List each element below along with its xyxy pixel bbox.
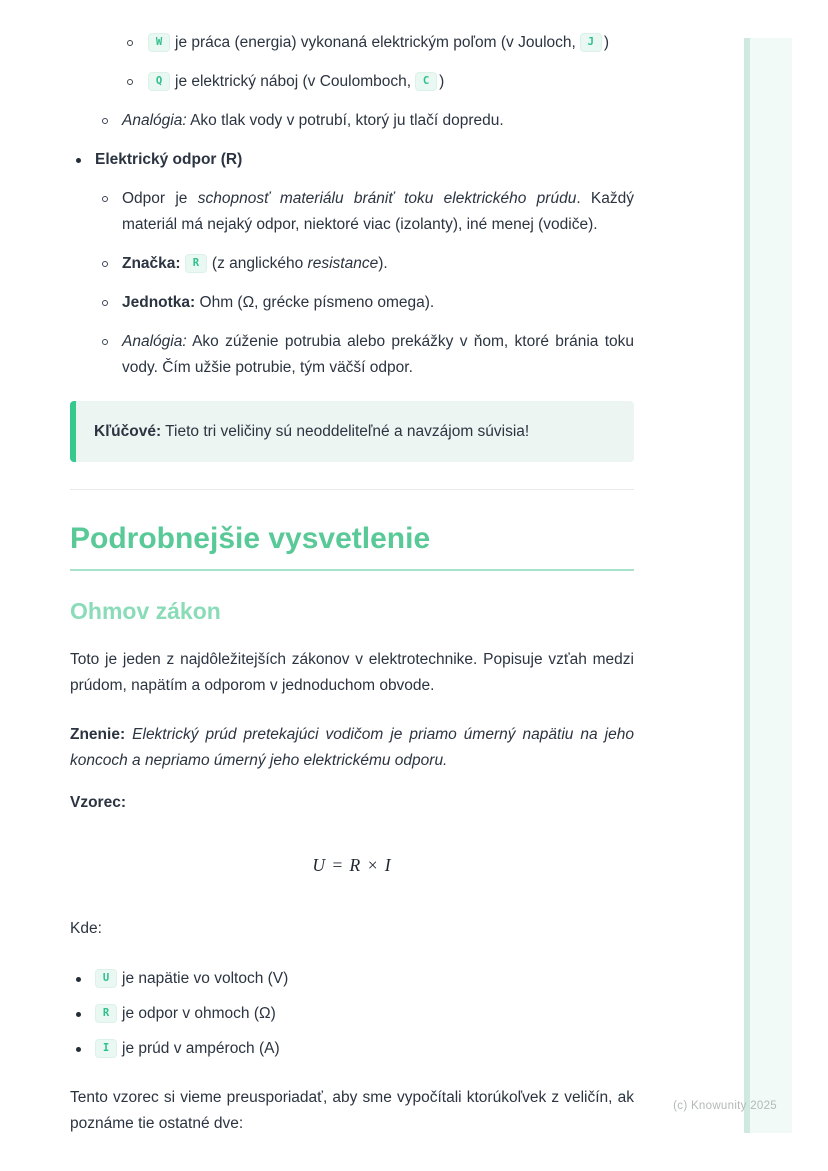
formula-text: U = R × I xyxy=(312,855,392,875)
bullet-circle-icon xyxy=(127,40,133,46)
section-divider xyxy=(70,489,634,490)
variable-text: je odpor v ohmoch (Ω) xyxy=(122,1005,276,1022)
list-item-variable xyxy=(70,1036,634,1062)
variable-text: je prúd v ampéroch (A) xyxy=(122,1040,280,1057)
symbol-label: Značka: xyxy=(122,255,181,272)
subsection-title: Ohmov zákon xyxy=(70,598,221,624)
list-item-text: ) xyxy=(439,73,445,90)
code-badge: W xyxy=(148,33,170,52)
code-badge: C xyxy=(415,72,437,91)
page-edge-accent-bar xyxy=(744,38,792,1133)
list-item-text: je elektrický náboj (v Coulomboch, xyxy=(175,73,412,90)
list-item xyxy=(70,69,634,95)
bullet-disc-icon xyxy=(76,1012,81,1017)
list-item-symbol xyxy=(70,251,634,277)
definition-pre: Odpor je xyxy=(122,190,198,207)
variables-list xyxy=(70,966,634,1062)
analogy-label: Analógia: xyxy=(122,333,187,350)
callout-label: Kľúčové: xyxy=(94,423,162,440)
intro-paragraph: Toto je jeden z najdôležitejších zákonov v elektrotechnike. Popisuje vzťah medzi prúdom, napätím a odporom v jednoduchom obvode. xyxy=(70,651,634,694)
analogy-text: Ako tlak vody v potrubí, ktorý ju tlačí dopredu. xyxy=(186,112,504,129)
code-badge: U xyxy=(95,969,117,988)
definition-post: . Každý materiál má nejaký odpor, niektoré viac (izolanty), iné menej (vodiče). xyxy=(122,190,634,233)
code-badge: R xyxy=(95,1004,117,1023)
list-item-variable xyxy=(70,966,634,992)
bullet-circle-icon xyxy=(102,118,108,124)
analogy-label: Analógia: xyxy=(122,112,187,129)
term-heading: Elektrický odpor (R) xyxy=(95,151,243,168)
code-badge: J xyxy=(580,33,602,52)
variable-text: je napätie vo voltoch (V) xyxy=(122,970,289,987)
formula-block xyxy=(70,852,634,880)
code-badge: Q xyxy=(148,72,170,91)
key-callout xyxy=(70,401,634,462)
list-item-analogy xyxy=(70,329,634,381)
callout-text: Tieto tri veličiny sú neoddeliteľné a navzájom súvisia! xyxy=(161,423,530,440)
statement-text: Elektrický prúd pretekajúci vodičom je priamo úmerný napätiu na jeho koncoch a nepriamo úmerný jeho elektrickému odporu. xyxy=(70,726,634,769)
code-badge: R xyxy=(185,254,207,273)
document-content xyxy=(70,30,634,1137)
where-label: Kde: xyxy=(70,920,102,937)
statement-paragraph xyxy=(70,722,634,774)
formula-label: Vzorec: xyxy=(70,794,126,811)
bullet-disc-icon xyxy=(76,158,81,163)
bullet-disc-icon xyxy=(76,977,81,982)
closing-paragraph: Tento vzorec si vieme preusporiadať, aby sme vypočítali ktorúkoľvek z veličín, ak poznáme tie ostatné dve: xyxy=(70,1089,634,1132)
bullet-disc-icon xyxy=(76,1047,81,1052)
bullet-circle-icon xyxy=(102,261,108,267)
analogy-text: Ako zúženie potrubia alebo prekážky v ňom, ktoré bránia toku vody. Čím užšie potrubie, tým väčší odpor. xyxy=(122,333,634,376)
unit-label: Jednotka: xyxy=(122,294,196,311)
code-badge: I xyxy=(95,1039,117,1058)
list-item-variable xyxy=(70,1001,634,1027)
list-item-analogy xyxy=(70,108,634,134)
list-item-text: ) xyxy=(603,34,609,51)
bullet-circle-icon xyxy=(127,79,133,85)
unit-text: Ohm (Ω, grécke písmeno omega). xyxy=(195,294,435,311)
bullet-circle-icon xyxy=(102,339,108,345)
bullet-circle-icon xyxy=(102,196,108,202)
list-item-heading xyxy=(70,147,634,173)
statement-label: Znenie: xyxy=(70,726,126,743)
list-item-unit xyxy=(70,290,634,316)
list-item xyxy=(70,30,634,56)
definition-italic: schopnosť materiálu brániť toku elektrického prúdu xyxy=(197,190,577,207)
symbol-pre: (z anglického xyxy=(211,255,308,272)
symbol-italic: resistance xyxy=(307,255,379,272)
list-item-definition xyxy=(70,186,634,238)
section-title: Podrobnejšie vysvetlenie xyxy=(70,522,634,571)
symbol-post: ). xyxy=(378,255,388,272)
list-item-text: je práca (energia) vykonaná elektrickým poľom (v Jouloch, xyxy=(175,34,576,51)
bullet-circle-icon xyxy=(102,300,108,306)
copyright-footer: (c) Knowunity 2025 xyxy=(673,1100,777,1112)
